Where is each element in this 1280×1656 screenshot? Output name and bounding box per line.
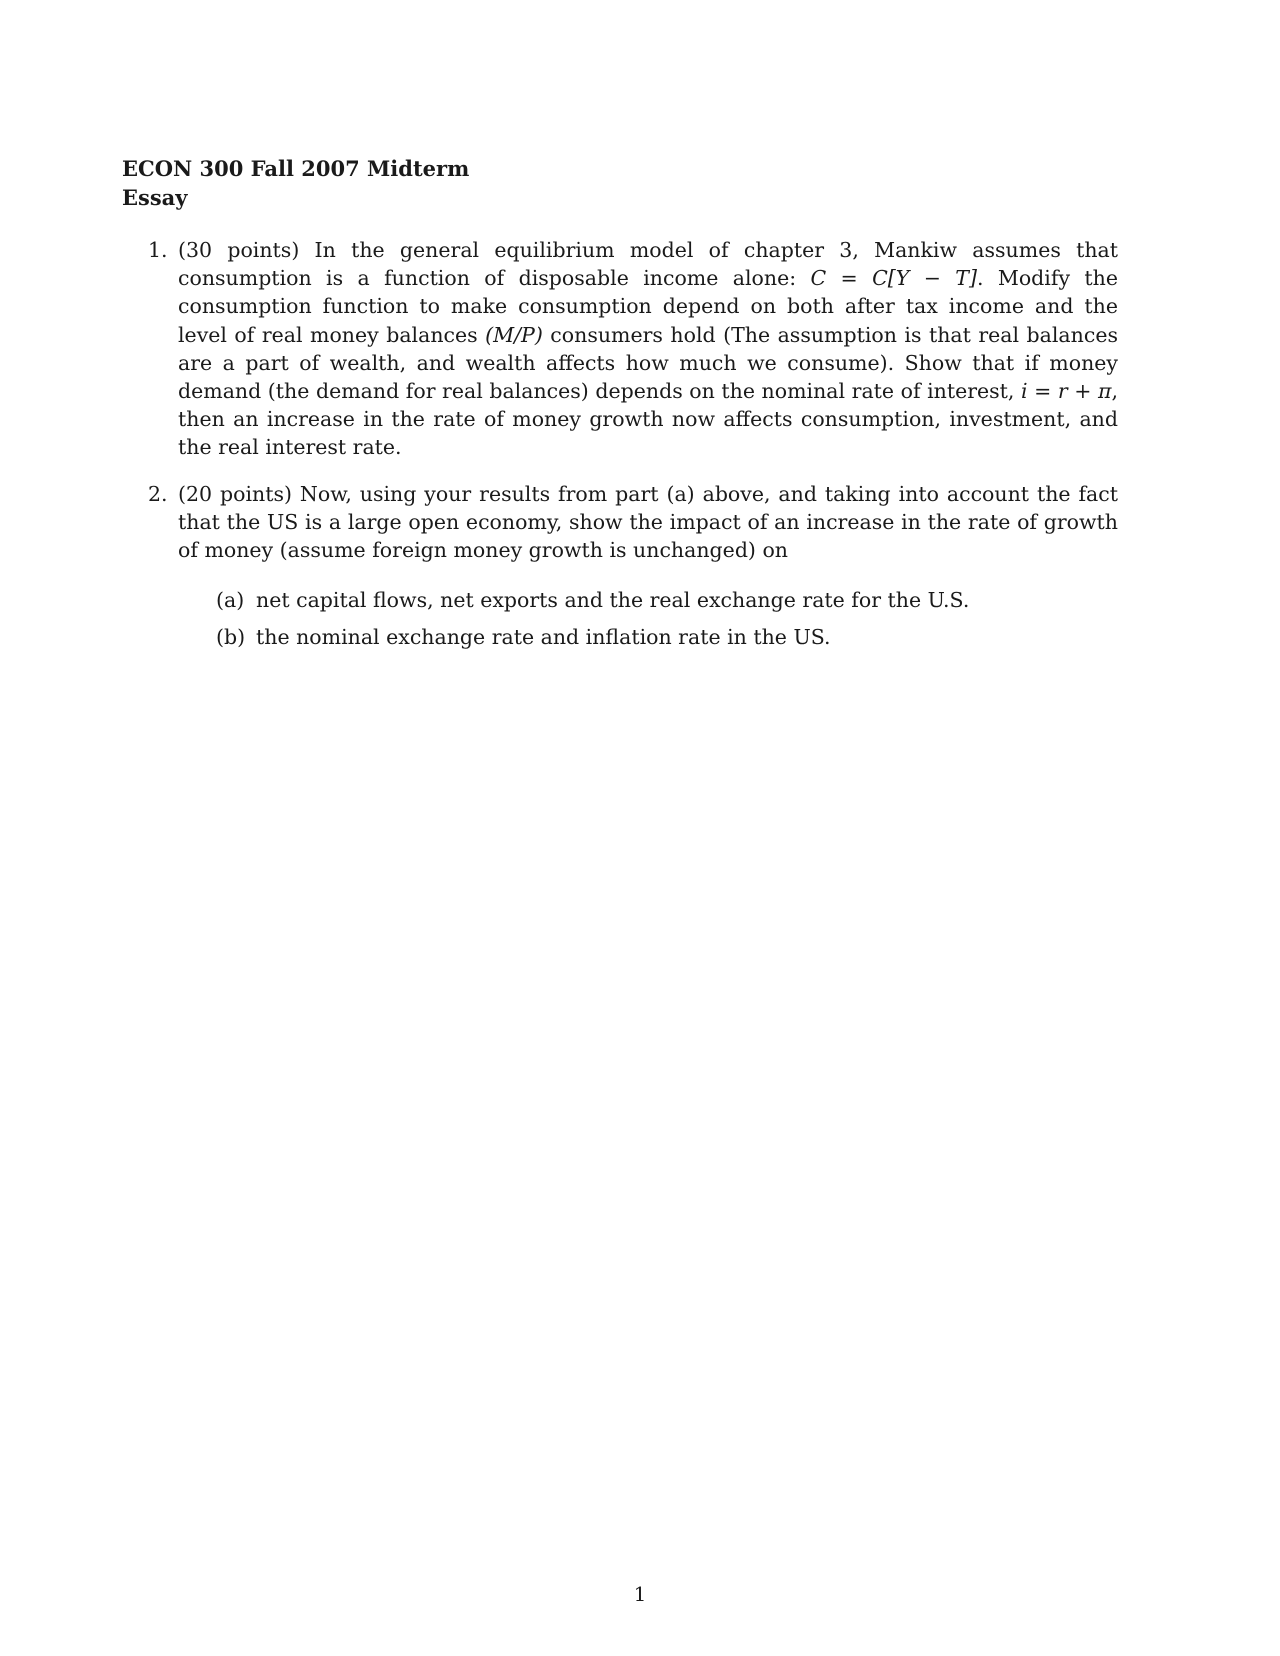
document-header xyxy=(122,154,469,212)
interest-formula: i = r + π xyxy=(1021,379,1112,404)
subpart-text: the nominal exchange rate and inflation rate in the US. xyxy=(256,625,831,650)
exam-title: ECON 300 Fall 2007 Midterm xyxy=(122,156,470,181)
consumption-formula: C = C[Y − T] xyxy=(810,266,977,291)
problem-text: (30 points) In the general equilibrium model of chapter 3, Mankiw assumes that consumption is a function of disposable income alone: xyxy=(178,238,1118,291)
problem-text: (20 points) Now, using your results from part (a) above, and taking into account the fact that the US is a large open economy, show the impact of an increase in the rate of growth of money (assume foreign money growth is unchanged) on xyxy=(178,481,1118,563)
subpart-label: (a) xyxy=(216,588,245,613)
real-balances-formula: (M/P) xyxy=(485,322,543,347)
problem-1 xyxy=(148,236,1118,462)
problem-list xyxy=(148,236,1118,670)
section-title: Essay xyxy=(122,185,188,210)
subpart-text: net capital flows, net exports and the real exchange rate for the U.S. xyxy=(256,588,970,613)
subpart-b xyxy=(216,623,1118,651)
problem-text: . Modify the consumption function to make consumption depend on both after tax income and the level of real money balances xyxy=(178,266,1118,347)
problem-text: , then an increase in the rate of money growth now affects consumption, investment, and the real interest rate. xyxy=(178,379,1119,460)
subpart-label: (b) xyxy=(216,625,246,650)
problem-2 xyxy=(148,480,1118,652)
subpart-list xyxy=(178,586,1118,651)
problem-text: consumers hold (The assumption is that real balances are a part of wealth, and wealth affects how much we consume). Show that if money demand (the demand for real balances) depends on the nominal rate of interest, xyxy=(178,322,1118,404)
page-number: 1 xyxy=(633,1582,647,1606)
problem-number: 2. xyxy=(148,481,168,506)
subpart-a xyxy=(216,586,1118,614)
problem-number: 1. xyxy=(148,238,168,262)
